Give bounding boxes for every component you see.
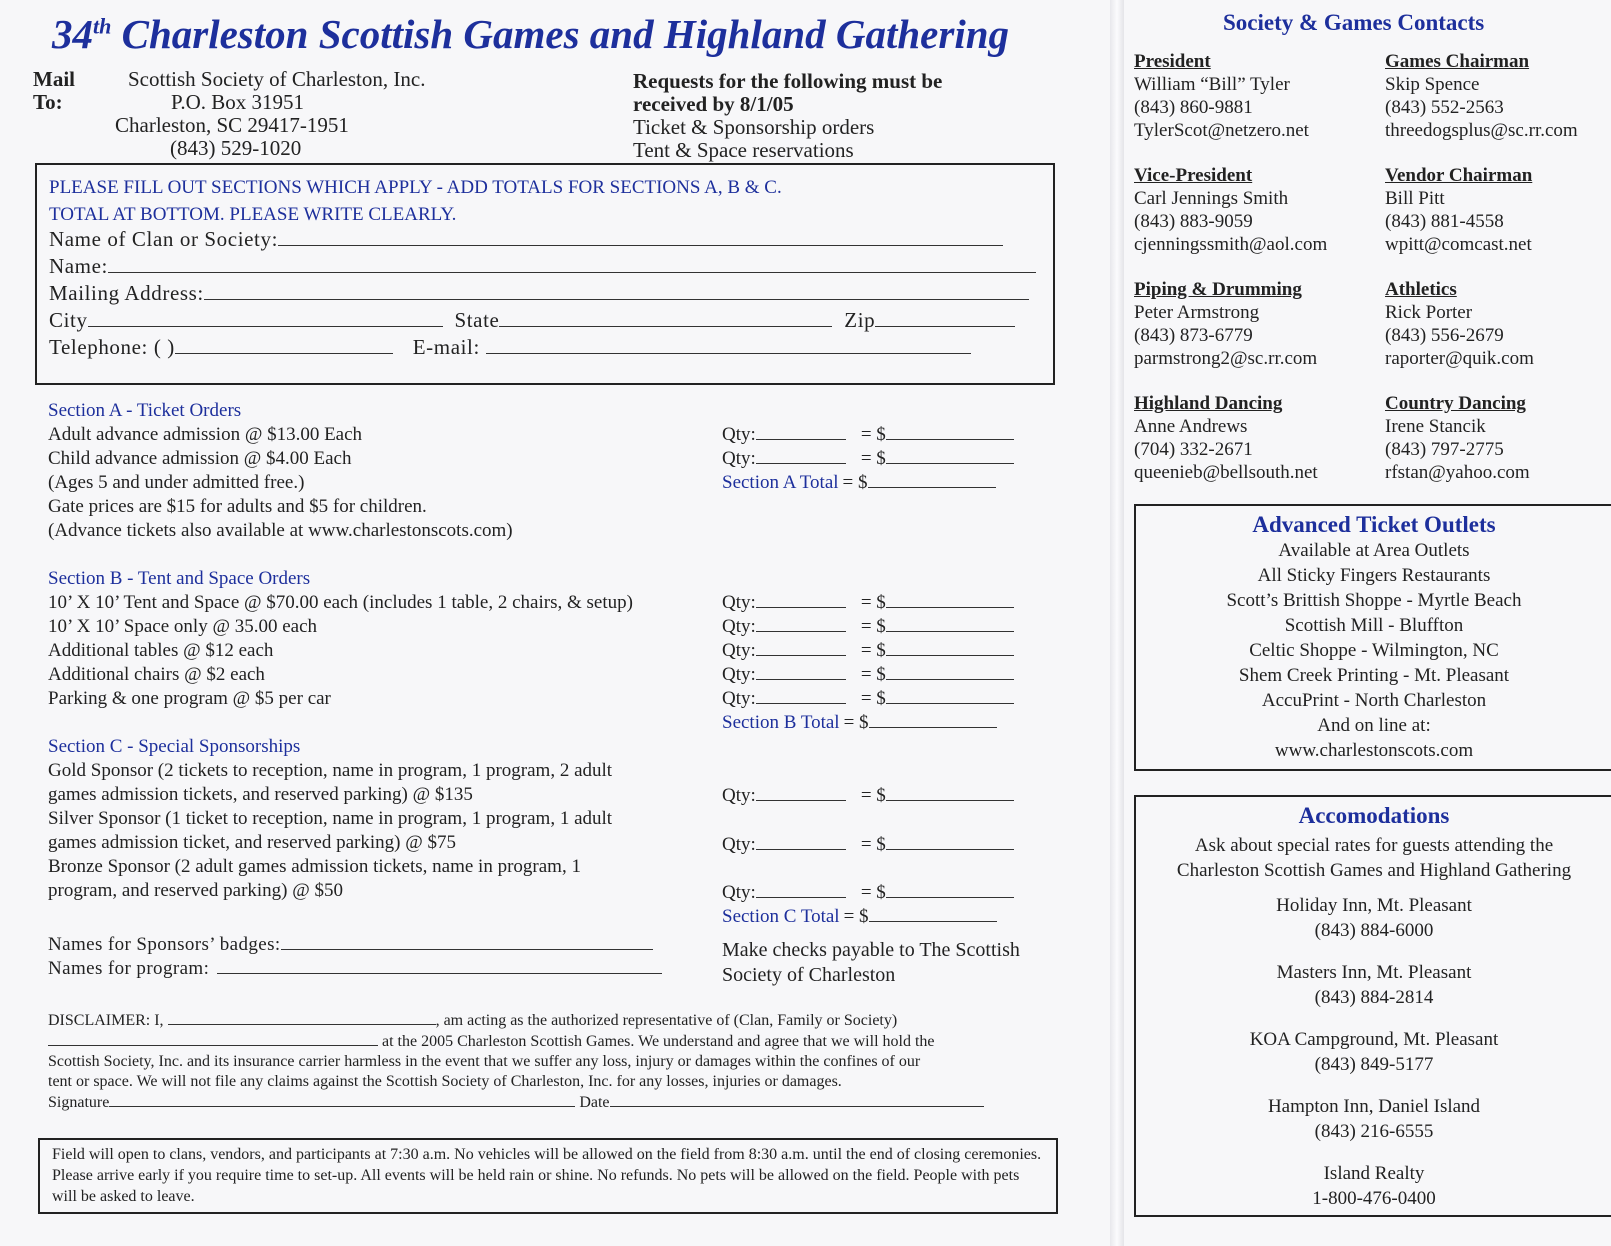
requests-block bbox=[633, 70, 942, 162]
disclaimer-text: , am acting as the authorized representative of (Clan, Family or Society) bbox=[435, 1012, 898, 1029]
section-b-line: 10’ X 10’ Space only @ 35.00 each bbox=[48, 616, 317, 637]
hotel-item bbox=[1136, 1094, 1611, 1144]
contact-name: Peter Armstrong bbox=[1134, 302, 1260, 323]
section-c-line: Bronze Sponsor (2 adult games admission tickets, name in program, 1 bbox=[48, 856, 581, 877]
contact-phone: (843) 556-2679 bbox=[1385, 325, 1504, 346]
section-c-line: games admission ticket, and reserved parking) @ $75 bbox=[48, 832, 456, 853]
form-instruction: PLEASE FILL OUT SECTIONS WHICH APPLY - ADD TOTALS FOR SECTIONS A, B & C. bbox=[49, 177, 782, 198]
qty-field[interactable] bbox=[756, 615, 846, 632]
section-b-total-label: Section B Total bbox=[722, 712, 840, 733]
section-c-line: Silver Sponsor (1 ticket to reception, name in program, 1 program, 1 adult bbox=[48, 808, 613, 829]
contact-role: Piping & Drumming bbox=[1134, 279, 1302, 300]
intro-line: Ask about special rates for guests attending the bbox=[1194, 835, 1554, 856]
amount-field[interactable] bbox=[886, 639, 1014, 656]
outlet-item: Celtic Shoppe - Wilmington, NC bbox=[1249, 640, 1499, 661]
disclaimer-text: DISCLAIMER: I, bbox=[48, 1012, 164, 1029]
contact-email: cjenningssmith@aol.com bbox=[1134, 234, 1328, 255]
contact-athletics bbox=[1385, 278, 1534, 370]
qty-row: Qty: = $ bbox=[722, 447, 1014, 471]
ticket-outlets-title: Advanced Ticket Outlets bbox=[1252, 512, 1496, 537]
field-notice-box bbox=[38, 1138, 1058, 1214]
contact-name: Bill Pitt bbox=[1385, 188, 1445, 209]
section-b-line: 10’ X 10’ Tent and Space @ $70.00 each (includes 1 table, 2 chairs, & setup) bbox=[48, 592, 633, 613]
email-label: E-mail: bbox=[412, 335, 480, 359]
contact-name: Carl Jennings Smith bbox=[1134, 188, 1289, 209]
outlet-item: Shem Creek Printing - Mt. Pleasant bbox=[1238, 665, 1510, 686]
contact-phone: (704) 332-2671 bbox=[1134, 439, 1253, 460]
mail-to-label: Mail To: bbox=[33, 67, 75, 114]
section-c-line: Gold Sponsor (2 tickets to reception, name in program, 1 program, 2 adult bbox=[48, 760, 613, 781]
amount-field[interactable] bbox=[886, 615, 1014, 632]
contact-email: queenieb@bellsouth.net bbox=[1134, 462, 1318, 483]
contact-phone: (843) 883-9059 bbox=[1134, 211, 1253, 232]
program-names-label: Names for program: bbox=[48, 958, 210, 979]
program-names-row bbox=[48, 955, 662, 980]
section-b-total-field[interactable] bbox=[869, 711, 997, 728]
accommodations-box bbox=[1134, 795, 1611, 1217]
outlet-item: And on line at: bbox=[1317, 715, 1431, 736]
contact-phone: (843) 552-2563 bbox=[1385, 97, 1504, 118]
address-label: Mailing Address: bbox=[49, 281, 204, 305]
contact-role: President bbox=[1134, 51, 1211, 72]
contact-country-dancing bbox=[1385, 392, 1530, 484]
contact-phone: (843) 860-9881 bbox=[1134, 97, 1253, 118]
address-line: Charleston, SC 29417-1951 bbox=[115, 113, 349, 137]
address-line: P.O. Box 31951 bbox=[171, 90, 305, 114]
contact-name: Anne Andrews bbox=[1134, 416, 1248, 437]
page-title: 34th Charleston Scottish Games and Highland Gathering bbox=[52, 11, 1010, 57]
hotel-item bbox=[1136, 1161, 1611, 1211]
name-label: Name: bbox=[49, 254, 108, 278]
name-field[interactable] bbox=[108, 254, 1036, 273]
section-c-heading: Section C - Special Sponsorships bbox=[48, 736, 301, 757]
contact-phone: (843) 881-4558 bbox=[1385, 211, 1504, 232]
program-names-field[interactable] bbox=[217, 955, 662, 974]
amount-field[interactable] bbox=[886, 833, 1014, 850]
badge-names-field[interactable] bbox=[281, 931, 653, 950]
contact-president bbox=[1134, 50, 1309, 142]
contacts-title: Society & Games Contacts bbox=[1223, 10, 1485, 35]
contact-games-chairman bbox=[1385, 50, 1578, 142]
outlet-item: Available at Area Outlets bbox=[1278, 540, 1470, 561]
contact-phone: (843) 797-2775 bbox=[1385, 439, 1504, 460]
disclaimer-text: Scottish Society, Inc. and its insurance carrier harmless in the event that we suffer any loss, injury or damages within the confines of our bbox=[48, 1053, 921, 1070]
section-a-qty bbox=[722, 423, 1014, 495]
section-b-line: Additional chairs @ $2 each bbox=[48, 664, 265, 685]
hotel-phone: (843) 884-2814 bbox=[1314, 987, 1434, 1008]
amount-field[interactable] bbox=[886, 687, 1014, 704]
section-c-qty-gold: Qty: = $ bbox=[722, 784, 1014, 808]
contact-vice-president bbox=[1134, 164, 1327, 256]
clan-field[interactable] bbox=[278, 227, 1003, 246]
section-a-line: Gate prices are $15 for adults and $5 for children. bbox=[48, 496, 427, 517]
contact-email: TylerScot@netzero.net bbox=[1134, 120, 1309, 141]
qty-field[interactable] bbox=[756, 687, 846, 704]
section-a-line: (Advance tickets also available at www.charlestonscots.com) bbox=[48, 520, 513, 541]
field-notice-text: Field will open to clans, vendors, and participants at 7:30 a.m. No vehicles will be allowed on the field from 8:30 a.m. until the end of closing ceremonies. Please arrive early if you require time to set-up. All events will be held rain or shine. No refunds. No pets will be allowed on the field. People with pets will be asked to leave. bbox=[52, 1146, 1042, 1205]
state-field[interactable] bbox=[499, 308, 832, 327]
signature-field[interactable] bbox=[109, 1092, 575, 1107]
telephone-field[interactable] bbox=[175, 335, 393, 354]
representative-name-field[interactable] bbox=[168, 1010, 436, 1025]
outlet-item: All Sticky Fingers Restaurants bbox=[1257, 565, 1491, 586]
city-field[interactable] bbox=[88, 308, 443, 327]
contact-name: Skip Spence bbox=[1385, 74, 1480, 95]
hotel-phone: (843) 216-6555 bbox=[1314, 1121, 1434, 1142]
outlet-item: AccuPrint - North Charleston bbox=[1261, 690, 1487, 711]
contact-email: parmstrong2@sc.rr.com bbox=[1134, 348, 1318, 369]
total-row: Section B Total = $ bbox=[722, 711, 1014, 735]
amount-field[interactable] bbox=[886, 423, 1014, 440]
section-c-line: games admission tickets, and reserved parking) @ $135 bbox=[48, 784, 473, 805]
amount-field[interactable] bbox=[886, 881, 1014, 898]
section-c-qty-silver: Qty: = $ bbox=[722, 833, 1014, 857]
mail-address bbox=[33, 68, 493, 160]
telephone-label: Telephone: ( ) bbox=[49, 335, 175, 359]
hotel-name: Island Realty bbox=[1323, 1163, 1425, 1184]
form-instruction: TOTAL AT BOTTOM. PLEASE WRITE CLEARLY. bbox=[49, 204, 457, 225]
ticket-outlets-box bbox=[1134, 504, 1611, 771]
hotel-phone: (843) 849-5177 bbox=[1314, 1054, 1434, 1075]
qty-row: Qty: = $ bbox=[722, 639, 1014, 663]
checks-payable-note: Make checks payable to The Scottish Society of Charleston bbox=[722, 939, 1020, 986]
contact-role: Athletics bbox=[1385, 279, 1457, 300]
contact-phone: (843) 873-6779 bbox=[1134, 325, 1253, 346]
contact-email: raporter@quik.com bbox=[1385, 348, 1534, 369]
qty-field[interactable] bbox=[756, 639, 846, 656]
contact-piping-drumming bbox=[1134, 278, 1317, 370]
section-a-heading: Section A - Ticket Orders bbox=[48, 400, 242, 421]
hotel-item bbox=[1136, 893, 1611, 943]
section-c-total-field[interactable] bbox=[869, 905, 997, 922]
total-row: Section C Total = $ bbox=[722, 905, 1014, 929]
section-a-total-label: Section A Total bbox=[722, 472, 839, 493]
qty-row: Qty: = $ bbox=[722, 663, 1014, 687]
contact-role: Country Dancing bbox=[1385, 393, 1526, 414]
amount-field[interactable] bbox=[886, 591, 1014, 608]
requests-deadline: received by 8/1/05 bbox=[633, 92, 794, 116]
contact-highland-dancing bbox=[1134, 392, 1318, 484]
city-label: City bbox=[49, 308, 88, 332]
address-line: Scottish Society of Charleston, Inc. bbox=[128, 67, 426, 91]
qty-field[interactable] bbox=[756, 784, 846, 801]
signature-label: Signature bbox=[48, 1094, 110, 1111]
hotel-phone: (843) 884-6000 bbox=[1314, 920, 1434, 941]
hotel-item bbox=[1136, 1027, 1611, 1077]
ticket-outlets-list bbox=[1136, 538, 1611, 763]
hotel-phone: 1-800-476-0400 bbox=[1312, 1188, 1436, 1209]
requests-item: Tent & Space reservations bbox=[633, 138, 854, 162]
section-a-line: Child advance admission @ $4.00 Each bbox=[48, 448, 352, 469]
qty-row: Qty: = $ bbox=[722, 615, 1014, 639]
qty-row: Qty: = $ bbox=[722, 423, 1014, 447]
contact-email: threedogsplus@sc.rr.com bbox=[1385, 120, 1578, 141]
contact-role: Highland Dancing bbox=[1134, 393, 1283, 414]
hotel-name: Masters Inn, Mt. Pleasant bbox=[1276, 962, 1472, 983]
contact-name: Rick Porter bbox=[1385, 302, 1473, 323]
qty-row: Qty: = $ bbox=[722, 687, 1014, 711]
page-fold bbox=[1110, 0, 1124, 1246]
address-field[interactable] bbox=[204, 281, 1029, 300]
contact-name: William “Bill” Tyler bbox=[1134, 74, 1290, 95]
outlet-item: Scottish Mill - Bluffton bbox=[1284, 615, 1464, 636]
contact-name: Irene Stancik bbox=[1385, 416, 1486, 437]
disclaimer-text: at the 2005 Charleston Scottish Games. We understand and agree that we will hold the bbox=[382, 1033, 935, 1050]
hotel-name: Hampton Inn, Daniel Island bbox=[1267, 1096, 1481, 1117]
section-a-total-field[interactable] bbox=[868, 471, 996, 488]
date-label: Date bbox=[579, 1094, 610, 1111]
section-b-line: Parking & one program @ $5 per car bbox=[48, 688, 331, 709]
accommodations-title: Accomodations bbox=[1298, 803, 1450, 828]
clan-label: Name of Clan or Society: bbox=[49, 227, 279, 251]
badge-names-label: Names for Sponsors’ badges: bbox=[48, 934, 281, 955]
section-a-line: Adult advance admission @ $13.00 Each bbox=[48, 424, 363, 445]
zip-label: Zip bbox=[844, 308, 876, 332]
qty-row: Qty: = $ bbox=[722, 591, 1014, 615]
date-field[interactable] bbox=[610, 1092, 984, 1107]
qty-field[interactable] bbox=[756, 881, 846, 898]
badge-names-row bbox=[48, 931, 653, 956]
requests-item: Ticket & Sponsorship orders bbox=[633, 115, 875, 139]
section-b-qty bbox=[722, 591, 1014, 735]
amount-field[interactable] bbox=[886, 663, 1014, 680]
section-c bbox=[48, 735, 612, 903]
address-phone: (843) 529-1020 bbox=[170, 136, 302, 160]
section-c-qty-bronze: Qty: = $ Section C Total = $ bbox=[722, 881, 1014, 929]
amount-field[interactable] bbox=[886, 784, 1014, 801]
outlet-website: www.charlestonscots.com bbox=[1274, 740, 1474, 761]
requests-heading: Requests for the following must be bbox=[633, 69, 943, 93]
contact-email: wpitt@comcast.net bbox=[1385, 234, 1532, 255]
section-a bbox=[48, 399, 513, 543]
contact-email: rfstan@yahoo.com bbox=[1385, 462, 1530, 483]
qty-field[interactable] bbox=[756, 447, 846, 464]
email-field[interactable] bbox=[486, 335, 971, 354]
zip-field[interactable] bbox=[875, 308, 1015, 327]
disclaimer bbox=[48, 1010, 1058, 1113]
total-row: Section A Total = $ bbox=[722, 471, 1014, 495]
amount-field[interactable] bbox=[886, 447, 1014, 464]
section-a-line: (Ages 5 and under admitted free.) bbox=[48, 472, 305, 493]
qty-field[interactable] bbox=[756, 663, 846, 680]
qty-field[interactable] bbox=[756, 591, 846, 608]
intro-line: Charleston Scottish Games and Highland Gathering bbox=[1176, 860, 1572, 881]
hotel-item bbox=[1136, 960, 1611, 1010]
contact-role: Vice-President bbox=[1134, 165, 1253, 186]
organization-field[interactable] bbox=[48, 1031, 378, 1046]
qty-field[interactable] bbox=[756, 423, 846, 440]
section-b bbox=[48, 567, 633, 711]
section-b-heading: Section B - Tent and Space Orders bbox=[48, 568, 311, 589]
section-c-total-label: Section C Total bbox=[722, 906, 840, 927]
hotel-name: KOA Campground, Mt. Pleasant bbox=[1249, 1029, 1499, 1050]
state-label: State bbox=[454, 308, 500, 332]
contact-info-form bbox=[35, 163, 1055, 385]
outlet-item: Scott’s Brittish Shoppe - Myrtle Beach bbox=[1226, 590, 1522, 611]
section-c-line: program, and reserved parking) @ $50 bbox=[48, 880, 344, 901]
accommodations-intro bbox=[1136, 833, 1611, 883]
qty-field[interactable] bbox=[756, 833, 846, 850]
disclaimer-text: tent or space. We will not file any claims against the Scottish Society of Charleston, Inc. for any losses, injuries or damages. bbox=[48, 1073, 842, 1090]
contact-vendor-chairman bbox=[1385, 164, 1532, 256]
contact-role: Vendor Chairman bbox=[1385, 165, 1533, 186]
section-b-line: Additional tables @ $12 each bbox=[48, 640, 274, 661]
hotel-name: Holiday Inn, Mt. Pleasant bbox=[1276, 895, 1472, 916]
contact-role: Games Chairman bbox=[1385, 51, 1530, 72]
